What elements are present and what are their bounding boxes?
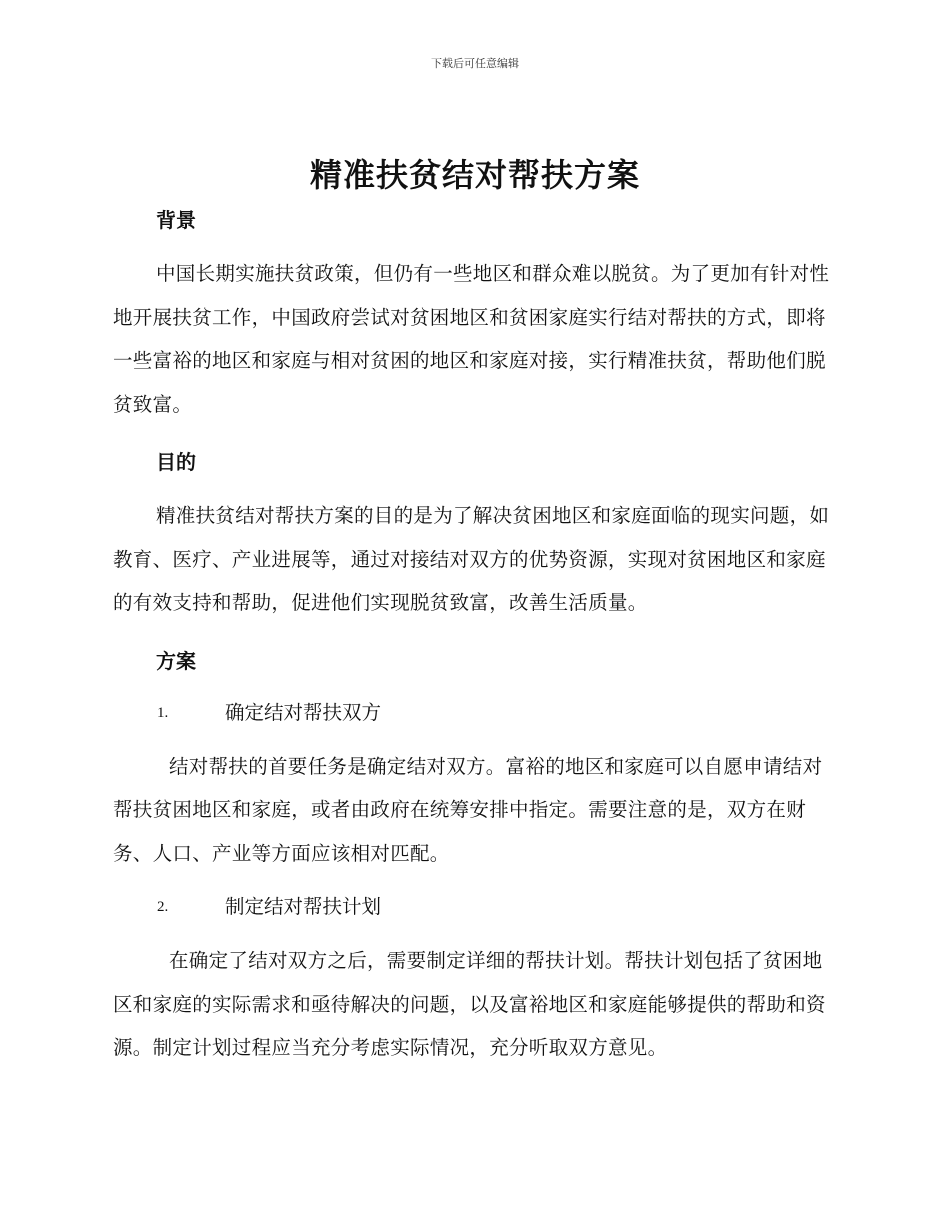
plan-item-2-paragraph: 在确定了结对双方之后，需要制定详细的帮扶计划。帮扶计划包括了贫困地区和家庭的实际需求和亟待解决的问题，以及富裕地区和家庭能够提供的帮助和资源。制定计划过程应当充分考虑实际情况，充分听取双方意见。	[113, 949, 826, 1059]
purpose-paragraph: 精准扶贫结对帮扶方案的目的是为了解决贫困地区和家庭面临的现实问题，如教育、医疗、产业进展等，通过对接结对双方的优势资源，实现对贫困地区和家庭的有效支持和帮助，促进他们实现脱贫致富，改善生活质量。	[113, 504, 830, 614]
section-heading-purpose: 目的	[156, 450, 196, 474]
plan-item-title: 制定结对帮扶计划	[225, 895, 382, 918]
plan-item-title: 确定结对帮扶双方	[225, 700, 382, 724]
document-title: 精准扶贫结对帮扶方案	[309, 156, 640, 194]
plan-item-2	[113, 887, 833, 927]
plan-item-number: 1.	[157, 704, 169, 721]
section-heading-background: 背景	[156, 208, 196, 232]
plan-item-number: 2.	[157, 899, 169, 915]
section-heading-plan: 方案	[156, 648, 196, 673]
plan-item-1	[113, 693, 833, 733]
background-paragraph: 中国长期实施扶贫政策，但仍有一些地区和群众难以脱贫。为了更加有针对性地开展扶贫工作，中国政府尝试对贫困地区和贫困家庭实行结对帮扶的方式，即将一些富裕的地区和家庭与相对贫困的地区和家庭对接，实行精准扶贫，帮助他们脱贫致富。	[113, 262, 830, 416]
header-note: 下载后可任意编辑	[431, 57, 519, 70]
document-body	[113, 200, 833, 1070]
plan-item-1-paragraph: 结对帮扶的首要任务是确定结对双方。富裕的地区和家庭可以自愿申请结对帮扶贫困地区和家庭，或者由政府在统筹安排中指定。需要注意的是，双方在财务、人口、产业等方面应该相对匹配。	[113, 754, 823, 865]
